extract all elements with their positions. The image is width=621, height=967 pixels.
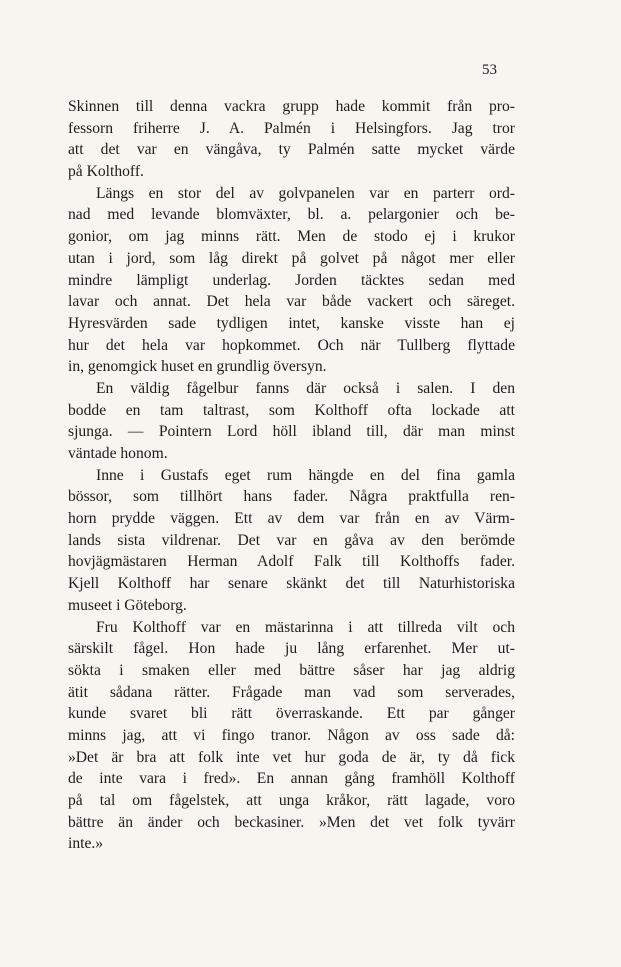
text-line: Kjell Kolthoff har senare skänkt det till Naturhistoriska — [68, 575, 515, 593]
paragraph — [68, 465, 515, 617]
text-line: Hyresvärden sade tydligen intet, kanske visste han ej — [68, 314, 515, 332]
text-line: hovjägmästaren Herman Adolf Falk till Kolthoffs fader. — [68, 553, 515, 571]
text-line: »Det är bra att folk inte vet hur goda de är, ty då fick — [68, 748, 515, 766]
text-line: väntade honom. — [68, 445, 168, 462]
text-line: att det var en vängåva, ty Palmén satte mycket värde — [68, 141, 515, 159]
text-line: mindre lämpligt underlag. Jorden täcktes sedan med — [68, 271, 515, 289]
text-line: hur det hela var hopkommet. Och när Tullberg flyttade — [68, 336, 515, 354]
paragraph — [68, 617, 515, 856]
text-line: minns jag, att vi fingo tranor. Någon av oss sade då: — [68, 726, 515, 744]
paragraph — [68, 96, 515, 183]
text-line: nad med levande blomväxter, bl. a. pelargonier och be- — [68, 206, 515, 224]
paragraph — [68, 378, 515, 465]
text-line: på tal om fågelstek, att unga kråkor, rätt lagade, voro — [68, 792, 515, 809]
text-line: horn prydde väggen. Ett av dem var från en av Värm- — [68, 510, 515, 528]
text-line: in, genomgick huset en grundlig översyn. — [68, 358, 327, 376]
text-line: bössor, som tillhört hans fader. Några praktfulla ren- — [68, 488, 515, 506]
text-line: kunde svaret bli rätt överraskande. Ett par gånger — [68, 705, 515, 723]
text-line: Fru Kolthoff var en mästarinna i att tillreda vilt och — [96, 618, 515, 636]
text-line: fessorn friherre J. A. Palmén i Helsingfors. Jag tror — [68, 119, 515, 137]
page-number: 53 — [482, 62, 497, 78]
text-line: bättre än änder och beckasiner. »Men det vet folk tyvärr — [68, 813, 515, 831]
text-line: Skinnen till denna vackra grupp hade kommit från pro- — [68, 98, 515, 115]
text-line: En väldig fågelbur fanns där också i salen. I den — [96, 379, 515, 397]
text-line: Inne i Gustafs eget rum hängde en del fina gamla — [96, 466, 515, 484]
text-line: de inte vara i fred». En annan gång framhöll Kolthoff — [68, 770, 515, 788]
text-line: Längs en stor del av golvpanelen var en parterr ord- — [96, 184, 515, 202]
text-line: särskilt fågel. Hon hade ju lång erfarenhet. Mer ut- — [68, 640, 515, 658]
text-line: på Kolthoff. — [68, 163, 144, 181]
paragraph — [68, 183, 515, 378]
text-line: lands sista vildrenar. Det var en gåva av den berömde — [68, 531, 515, 549]
text-line: inte.» — [68, 835, 104, 853]
body-text — [68, 96, 515, 855]
text-line: museet i Göteborg. — [68, 596, 187, 614]
text-line: bodde en tam taltrast, som Kolthoff ofta lockade att — [68, 401, 515, 419]
text-line: sökta i smaken eller med bättre såser har jag aldrig — [68, 661, 515, 679]
text-line: utan i jord, som låg direkt på golvet på något mer eller — [68, 249, 515, 267]
text-line: sjunga. — Pointern Lord höll ibland till, där man minst — [68, 423, 515, 441]
text-line: lavar och annat. Det hela var både vackert och säreget. — [68, 293, 515, 311]
text-line: ätit sådana rätter. Frågade man vad som serverades, — [68, 683, 515, 701]
text-line: gonior, om jag minns rätt. Men de stodo ej i krukor — [68, 228, 515, 246]
